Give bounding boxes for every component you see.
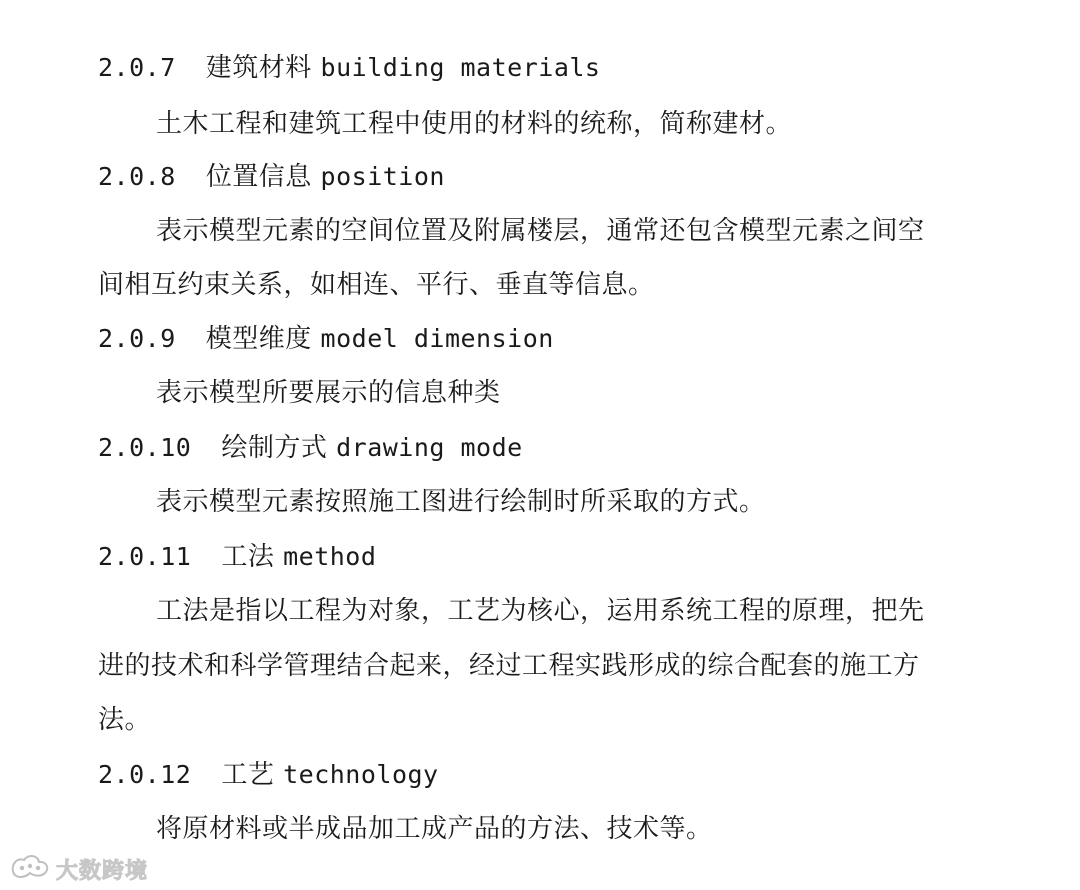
definition-line: 表示模型元素按照施工图进行绘制时所采取的方式。 bbox=[156, 487, 766, 517]
term-chinese: 建筑材料 bbox=[205, 53, 312, 83]
term-english: position bbox=[320, 162, 445, 191]
term-heading bbox=[98, 430, 523, 466]
term-english: method bbox=[283, 542, 377, 571]
term-heading bbox=[98, 159, 445, 195]
definition-line: 将原材料或半成品加工成产品的方法、技术等。 bbox=[156, 814, 713, 844]
term-english: building materials bbox=[320, 53, 601, 82]
definition-line: 法。 bbox=[98, 705, 152, 735]
definition-line: 土木工程和建筑工程中使用的材料的统称，简称建材。 bbox=[156, 109, 793, 139]
definition-line: 表示模型所要展示的信息种类 bbox=[156, 378, 501, 408]
term-chinese: 工艺 bbox=[221, 760, 275, 790]
term-heading bbox=[98, 757, 439, 793]
term-number: 2.0.11 bbox=[98, 542, 192, 571]
term-number: 2.0.12 bbox=[98, 760, 192, 789]
term-english: technology bbox=[283, 760, 439, 789]
definition-line: 进的技术和科学管理结合起来，经过工程实践形成的综合配套的施工方 bbox=[98, 651, 920, 681]
term-heading bbox=[98, 50, 600, 86]
term-number: 2.0.10 bbox=[98, 433, 192, 462]
term-chinese: 绘制方式 bbox=[221, 433, 328, 463]
term-number: 2.0.9 bbox=[98, 324, 176, 353]
definition-line: 工法是指以工程为对象，工艺为核心，运用系统工程的原理，把先 bbox=[156, 596, 925, 626]
term-chinese: 位置信息 bbox=[205, 162, 312, 192]
term-heading bbox=[98, 321, 554, 357]
term-number: 2.0.8 bbox=[98, 162, 176, 191]
watermark-text: 大数跨境 bbox=[56, 858, 149, 884]
term-chinese: 工法 bbox=[221, 542, 275, 572]
term-english: model dimension bbox=[320, 324, 554, 353]
definition-line: 表示模型元素的空间位置及附属楼层，通常还包含模型元素之间空 bbox=[156, 216, 925, 246]
term-heading bbox=[98, 539, 376, 575]
term-chinese: 模型维度 bbox=[205, 324, 312, 354]
logo-icon bbox=[8, 852, 52, 886]
term-number: 2.0.7 bbox=[98, 53, 176, 82]
definition-line: 间相互约束关系，如相连、平行、垂直等信息。 bbox=[98, 270, 655, 300]
watermark bbox=[8, 852, 148, 886]
term-english: drawing mode bbox=[336, 433, 523, 462]
